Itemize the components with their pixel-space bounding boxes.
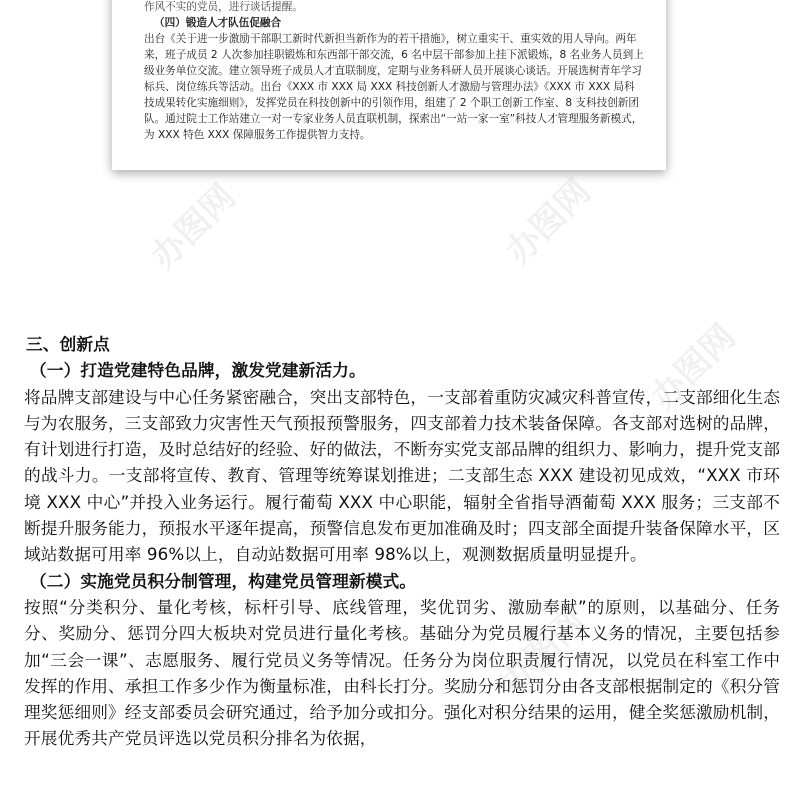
watermark: 办图网 [643,316,744,418]
subsection-body-2: 按照“分类积分、量化考核，标杆引导、底线管理，奖优罚劣、激励奉献”的原则，以基础分、任务分、奖励分、惩罚分四大板块对党员进行量化考核。基础分为党员履行基本义务的情况，主要包括参加“三会一课”、志愿服务、履行党员义务等情况。任务分为岗位职责履行情况，以党员在科室工作中发挥的作用、承担工作多少作为衡量标准，由科长打分。奖励分和惩罚分由各支部根据制定的《积分管理奖惩细则》经支部委员会研究通过，给予加分或扣分。强化对积分结果的运用，健全奖惩激励机制，开展优秀共产党员评选以党员积分排名为依据， [24,596,780,749]
watermark: 办图网 [493,601,594,703]
document-card [112,0,666,170]
document-body [24,331,780,752]
card-paragraph: 出台《关于进一步激励干部职工新时代新担当新作为的若干措施》，树立重实干、重实效的用人导向。两年来，班子成员 2 人次参加挂职锻炼和东西部干部交流，6 名中层干部参加上挂下派锻炼，8 名业务人员到上级业务单位交流。建立领导班子成员人才直联制度，定期与业务科研人员开展谈心谈话。开展选树青年学习标兵、岗位练兵等活动。出台《XXX 市 XXX 局 XXX 科技创新人才激励与管理办法》《XXX 市 XXX 局科技成果转化实施细则》，发挥党员在科技创新中的引领作用，组建了 2 个职工创新工作室、8 支科技创新团队。通过院士工作站建立一对一专家业务人员直联机制，探索出“一站一家一室”科技人才管理服务新模式，为 XXX 特色 XXX 保障服务工作提供智力支持。 [144,33,644,141]
watermark: 办图网 [498,171,599,273]
subsection-title-1: （一）打造党建特色品牌，激发党建新活力。 [30,360,366,381]
card-partial-line: 作风不实的党员，进行谈话提醒。 [144,1,303,13]
watermark: 办图网 [143,176,244,278]
subsection-title-2: （二）实施党员积分制管理，构建党员管理新模式。 [30,570,417,591]
subsection-body-1: 将品牌支部建设与中心任务紧密融合，突出支部特色，一支部着重防灾减灾科普宣传，二支部细化生态与为农服务，三支部致力灾害性天气预报预警服务，四支部着力技术装备保障。各支部对选树的品牌，有计划进行打造，及时总结好的经验、好的做法，不断夯实党支部品牌的组织力、影响力，提升党支部的战斗力。一支部将宣传、教育、管理等统筹谋划推进；二支部生态 XXX 建设初见成效，“XXX 市环境 XXX 中心”并投入业务运行。履行葡萄 XXX 中心职能，辐射全省指导酒葡萄 XXX 服务；三支部不断提升服务能力，预报水平逐年提高，预警信息发布更加准确及时；四支部全面提升装备保障水平，区域站数据可用率 96%以上，自动站数据可用率 98%以上，观测数据质量明显提升。 [24,386,780,565]
card-heading: （四）锻造人才队伍促融合 [154,17,282,29]
section-title: 三、创新点 [26,334,110,354]
